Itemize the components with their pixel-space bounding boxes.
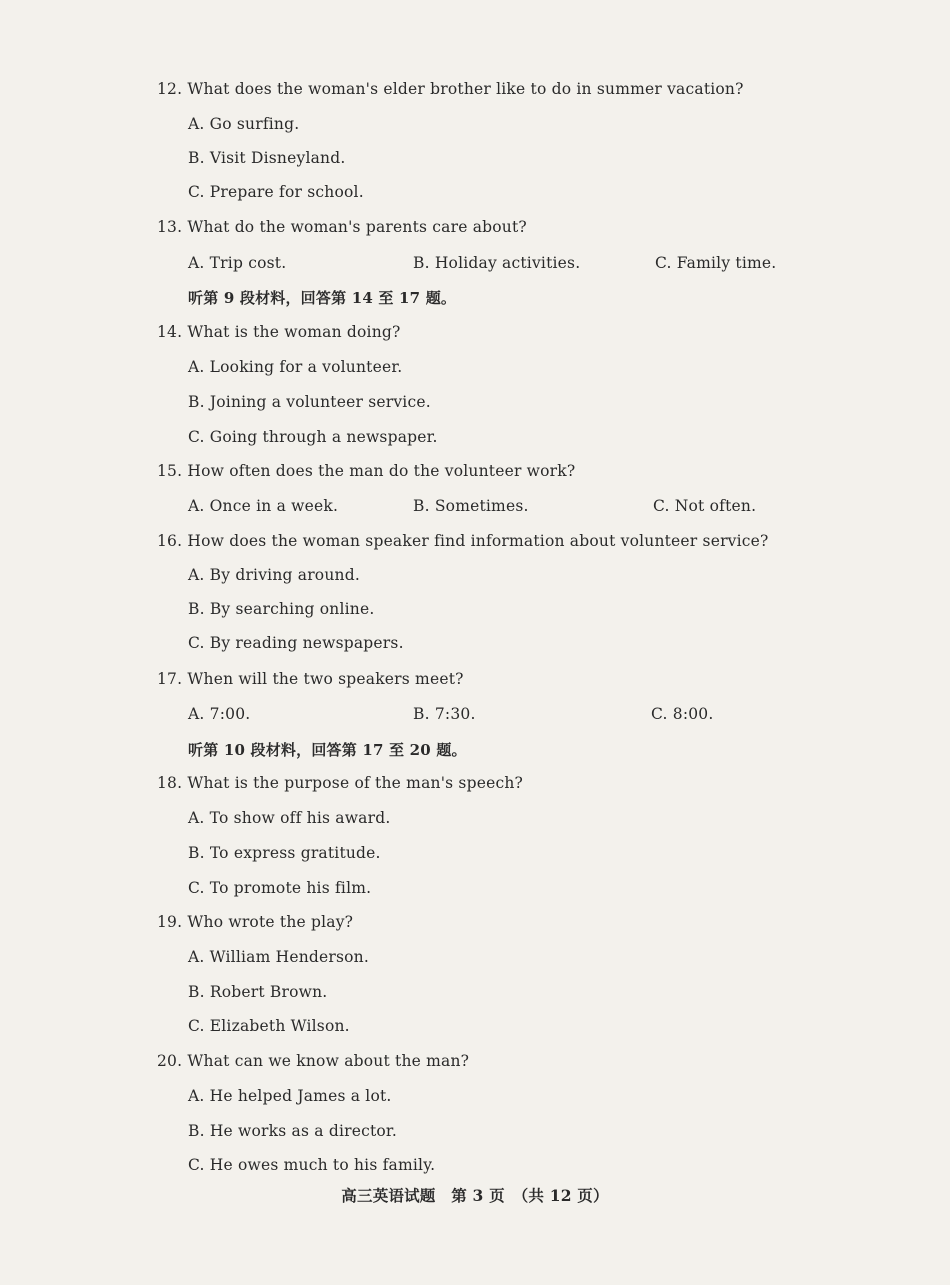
question-15-option-b: B. Sometimes. <box>413 497 529 515</box>
question-17-option-b: B. 7:30. <box>413 705 476 723</box>
question-13-stem: 13. What do the woman's parents care about? <box>157 218 527 236</box>
question-17-option-c: C. 8:00. <box>651 705 714 723</box>
question-19-option-a: A. William Henderson. <box>188 948 369 966</box>
question-12-option-a: A. Go surfing. <box>188 115 300 133</box>
question-20-stem: 20. What can we know about the man? <box>157 1052 470 1070</box>
question-14-option-b: B. Joining a volunteer service. <box>188 393 431 411</box>
question-18-option-b: B. To express gratitude. <box>188 844 381 862</box>
question-12-option-b: B. Visit Disneyland. <box>188 149 346 167</box>
question-13-option-c: C. Family time. <box>655 254 777 272</box>
section-10-instruction: 听第 10 段材料，回答第 17 至 20 题。 <box>188 741 467 759</box>
question-14-stem: 14. What is the woman doing? <box>157 323 401 341</box>
question-20-option-a: A. He helped James a lot. <box>188 1087 392 1105</box>
section-9-instruction: 听第 9 段材料，回答第 14 至 17 题。 <box>188 289 457 307</box>
question-13-option-b: B. Holiday activities. <box>413 254 581 272</box>
question-14-option-a: A. Looking for a volunteer. <box>188 358 403 376</box>
question-18-stem: 18. What is the purpose of the man's speech? <box>157 774 524 792</box>
question-19-option-c: C. Elizabeth Wilson. <box>188 1017 350 1035</box>
question-15-stem: 15. How often does the man do the volunteer work? <box>157 462 576 480</box>
question-13-option-a: A. Trip cost. <box>188 254 287 272</box>
question-15-option-a: A. Once in a week. <box>188 497 339 515</box>
question-19-stem: 19. Who wrote the play? <box>157 913 354 931</box>
question-18-option-a: A. To show off his award. <box>188 809 391 827</box>
question-15-option-c: C. Not often. <box>653 497 757 515</box>
question-19-option-b: B. Robert Brown. <box>188 983 328 1001</box>
question-14-option-c: C. Going through a newspaper. <box>188 428 438 446</box>
page-footer: 高三英语试题 第 3 页 （共 12 页） <box>341 1186 609 1205</box>
question-16-option-c: C. By reading newspapers. <box>188 634 404 652</box>
question-20-option-c: C. He owes much to his family. <box>188 1156 436 1174</box>
question-20-option-b: B. He works as a director. <box>188 1122 397 1140</box>
question-16-stem: 16. How does the woman speaker find information about volunteer service? <box>157 532 769 550</box>
question-17-stem: 17. When will the two speakers meet? <box>157 670 464 688</box>
question-16-option-a: A. By driving around. <box>188 566 360 584</box>
question-17-option-a: A. 7:00. <box>188 705 251 723</box>
question-18-option-c: C. To promote his film. <box>188 879 372 897</box>
question-12-option-c: C. Prepare for school. <box>188 183 364 201</box>
question-16-option-b: B. By searching online. <box>188 600 375 618</box>
question-12-stem: 12. What does the woman's elder brother like to do in summer vacation? <box>157 80 744 98</box>
